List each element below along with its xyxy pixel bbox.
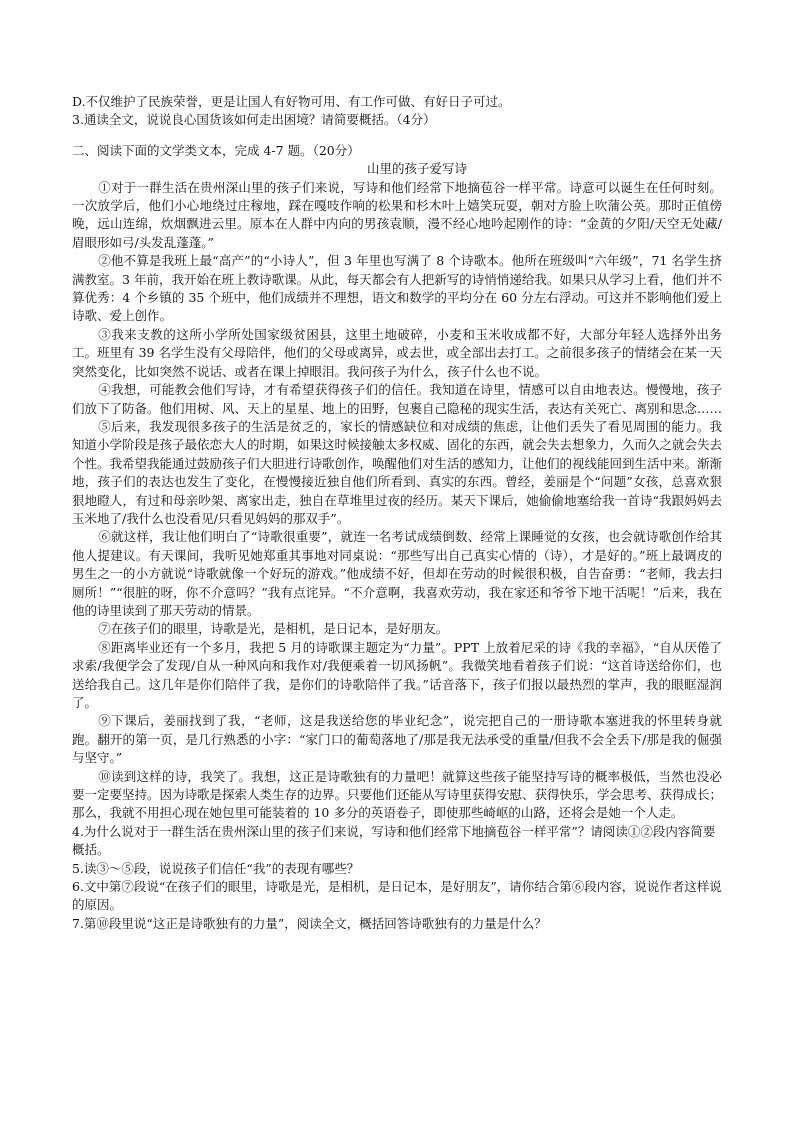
question-7: 7.第⑩段里说“这正是诗歌独有的力量”，阅读全文，概括回答诗歌独有的力量是什么？ (72, 915, 547, 931)
document-page (72, 93, 722, 933)
article-paragraph-2: ②他不算是我班上最“高产”的“小诗人”，但 3 年里也写满了 8 个诗歌本。他所在班级叫“六年级”，71 名学生挤满教室。3 年前，我开始在班上教诗歌课。从此，每天都会有人把新写的诗悄悄递给我。如果只从学习上看，他们并不算优秀：4 个乡镇的 35 个班中，他们成绩并不理想，语文和数学的平均分在 60 分左右浮动。可这并不影响他们爱上诗歌、爱上创作。 (72, 253, 722, 324)
spacer (72, 130, 722, 142)
article-paragraph-4: ④我想，可能教会他们写诗，才有希望获得孩子们的信任。我知道在诗里，情感可以自由地表达。慢慢地，孩子们放下了防备。他们用树、风、天上的星星、地上的田野，包裹自己隐秘的现实生活，表达有关死亡、离别和思念…… (72, 382, 723, 416)
article-paragraph-5: ⑤后来，我发现很多孩子的生活是贫乏的，家长的情感缺位和对成绩的焦虑，让他们丢失了看见周围的能力。我知道小学阶段是孩子最依恋大人的时期，如果这时候接触太多权威、固化的东西，就会失去想象力，久而久之就会失去个性。我希望我能通过鼓励孩子们大胆进行诗歌创作，唤醒他们对生活的感知力，让他们的视线能回到生活中来。渐渐地，孩子们的表达也发生了变化，在慢慢接近独自他们所看到、真实的东西。曾经，姜丽是个“问题”女孩，总喜欢狠狠地瞪人，有过和母亲吵架、离家出走，独自在草堆里过夜的经历。某天下课后，她偷偷地塞给我一首诗“我跟妈妈去玉米地了/我什么也没看见/只看见妈妈的那双手”。 (72, 418, 723, 526)
article-paragraph-3: ③我来支教的这所小学所处国家级贫困县，这里土地破碎，小麦和玉米收成都不好，大部分年轻人选择外出务工。班里有 39 名学生没有父母陪伴，他们的父母或离异，或去世，或全部出去打工。之前很多孩子的情绪会在某一天突然变化，比如突然不说话、或者在课上掉眼泪。我问孩子为什么，孩子什么也不说。 (72, 326, 722, 379)
article-paragraph-7: ⑦在孩子们的眼里，诗歌是光，是相机，是日记本，是好朋友。 (98, 621, 449, 637)
article-paragraph-9: ⑨下课后，姜丽找到了我，“老师，这是我送给您的毕业纪念”，说完把自己的一册诗歌本塞进我的怀里转身就跑。翻开的第一页，是几行熟悉的小字：“家门口的葡萄落地了/那是我无法承受的重量/但我不会全丢下/那是我的倔强与坚守。” (72, 713, 722, 766)
article-paragraph-8: ⑧距离毕业还有一个多月，我把 5 月的诗歌课主题定为“力量”。PPT 上放着尼采的诗《我的幸福》，“自从厌倦了求索/我便学会了发现/自从一种风向和我作对/我便乘着一切风扬帆”。我微笑地看着孩子们说：“这首诗送给你们，也送给我自己。这几年是你们陪伴了我，是你们的诗歌陪伴了我。”话音落下，孩子们报以最热烈的掌声，我的眼眶湿润了。 (72, 639, 722, 710)
article-paragraph-1: ①对于一群生活在贵州深山里的孩子们来说，写诗和他们经常下地摘苞谷一样平常。诗意可以诞生在任何时刻。一次放学后，他们小心地绕过庄稼地，踩在嘎吱作响的松果和杉木叶上嬉笑玩耍，朝对方脸上吹蒲公英。那时正值傍晚，远山连绵，炊烟飘进云里。原本在人群中内向的男孩袁顺，漫不经心地吟起刚作的诗：“金黄的夕阳/天空无处藏/眉眼形如弓/头发乱蓬蓬。” (72, 179, 722, 250)
question-5: 5.读③～⑤段，说说孩子们信任“我”的表现有哪些？ (72, 860, 360, 876)
question-4: 4.为什么说对于一群生活在贵州深山里的孩子们来说，写诗和他们经常下地摘苞谷一样平常”？请阅读①②段内容简要概括。 (72, 823, 716, 858)
option-d-text: D.不仅维护了民族荣誉，更是让国人有好物可用、有工作可做、有好日子可过。 (72, 94, 511, 109)
question-3: 3.通读全文，说说良心国货该如何走出困境？请简要概括。（4分） (72, 112, 436, 128)
article-paragraph-10: ⑩读到这样的诗，我笑了。我想，这正是诗歌独有的力量吧！就算这些孩子能坚持写诗的概率极低，当然也没必要一定要坚持。因为诗歌是探索人类生存的边界。只要他们还能从写诗里获得安慰、获得快乐，学会思考、获得成长；那么，我就不用担心现在她包里可能装着的 10 多分的英语卷子，即使那些崎岖的山路，还将会是她一个人走。 (72, 768, 723, 821)
question-6: 6.文中第⑦段说“在孩子们的眼里，诗歌是光，是相机，是日记本，是好朋友”，请你结合第⑥段内容，说说作者这样说的原因。 (72, 879, 722, 913)
section-heading: 二、阅读下面的文学类文本，完成 4-7 题。（20分） (72, 142, 360, 158)
article-paragraph-6: ⑥就这样，我让他们明白了“诗歌很重要”，就连一名考试成绩倒数、经常上课睡觉的女孩，也会就诗歌创作给其他人提建议。有天课间，我听见她郑重其事地对同桌说：“那些写出自己真实心情的（诗），才是好的。”班上最调皮的男生之一的小方就说“诗歌就像一个好玩的游戏。”他成绩不好，但却在劳动的时候很积极，自告奋勇：“老师，我去扫厕所！”“很脏的呀，你不介意吗？”我有点诧异。“不介意啊，我喜欢劳动，我在家还和爷爷下地干活呢！”后来，我在他的诗里读到了那天劳动的情景。 (72, 529, 722, 618)
article-title: 山里的孩子爱写诗 (366, 161, 467, 177)
